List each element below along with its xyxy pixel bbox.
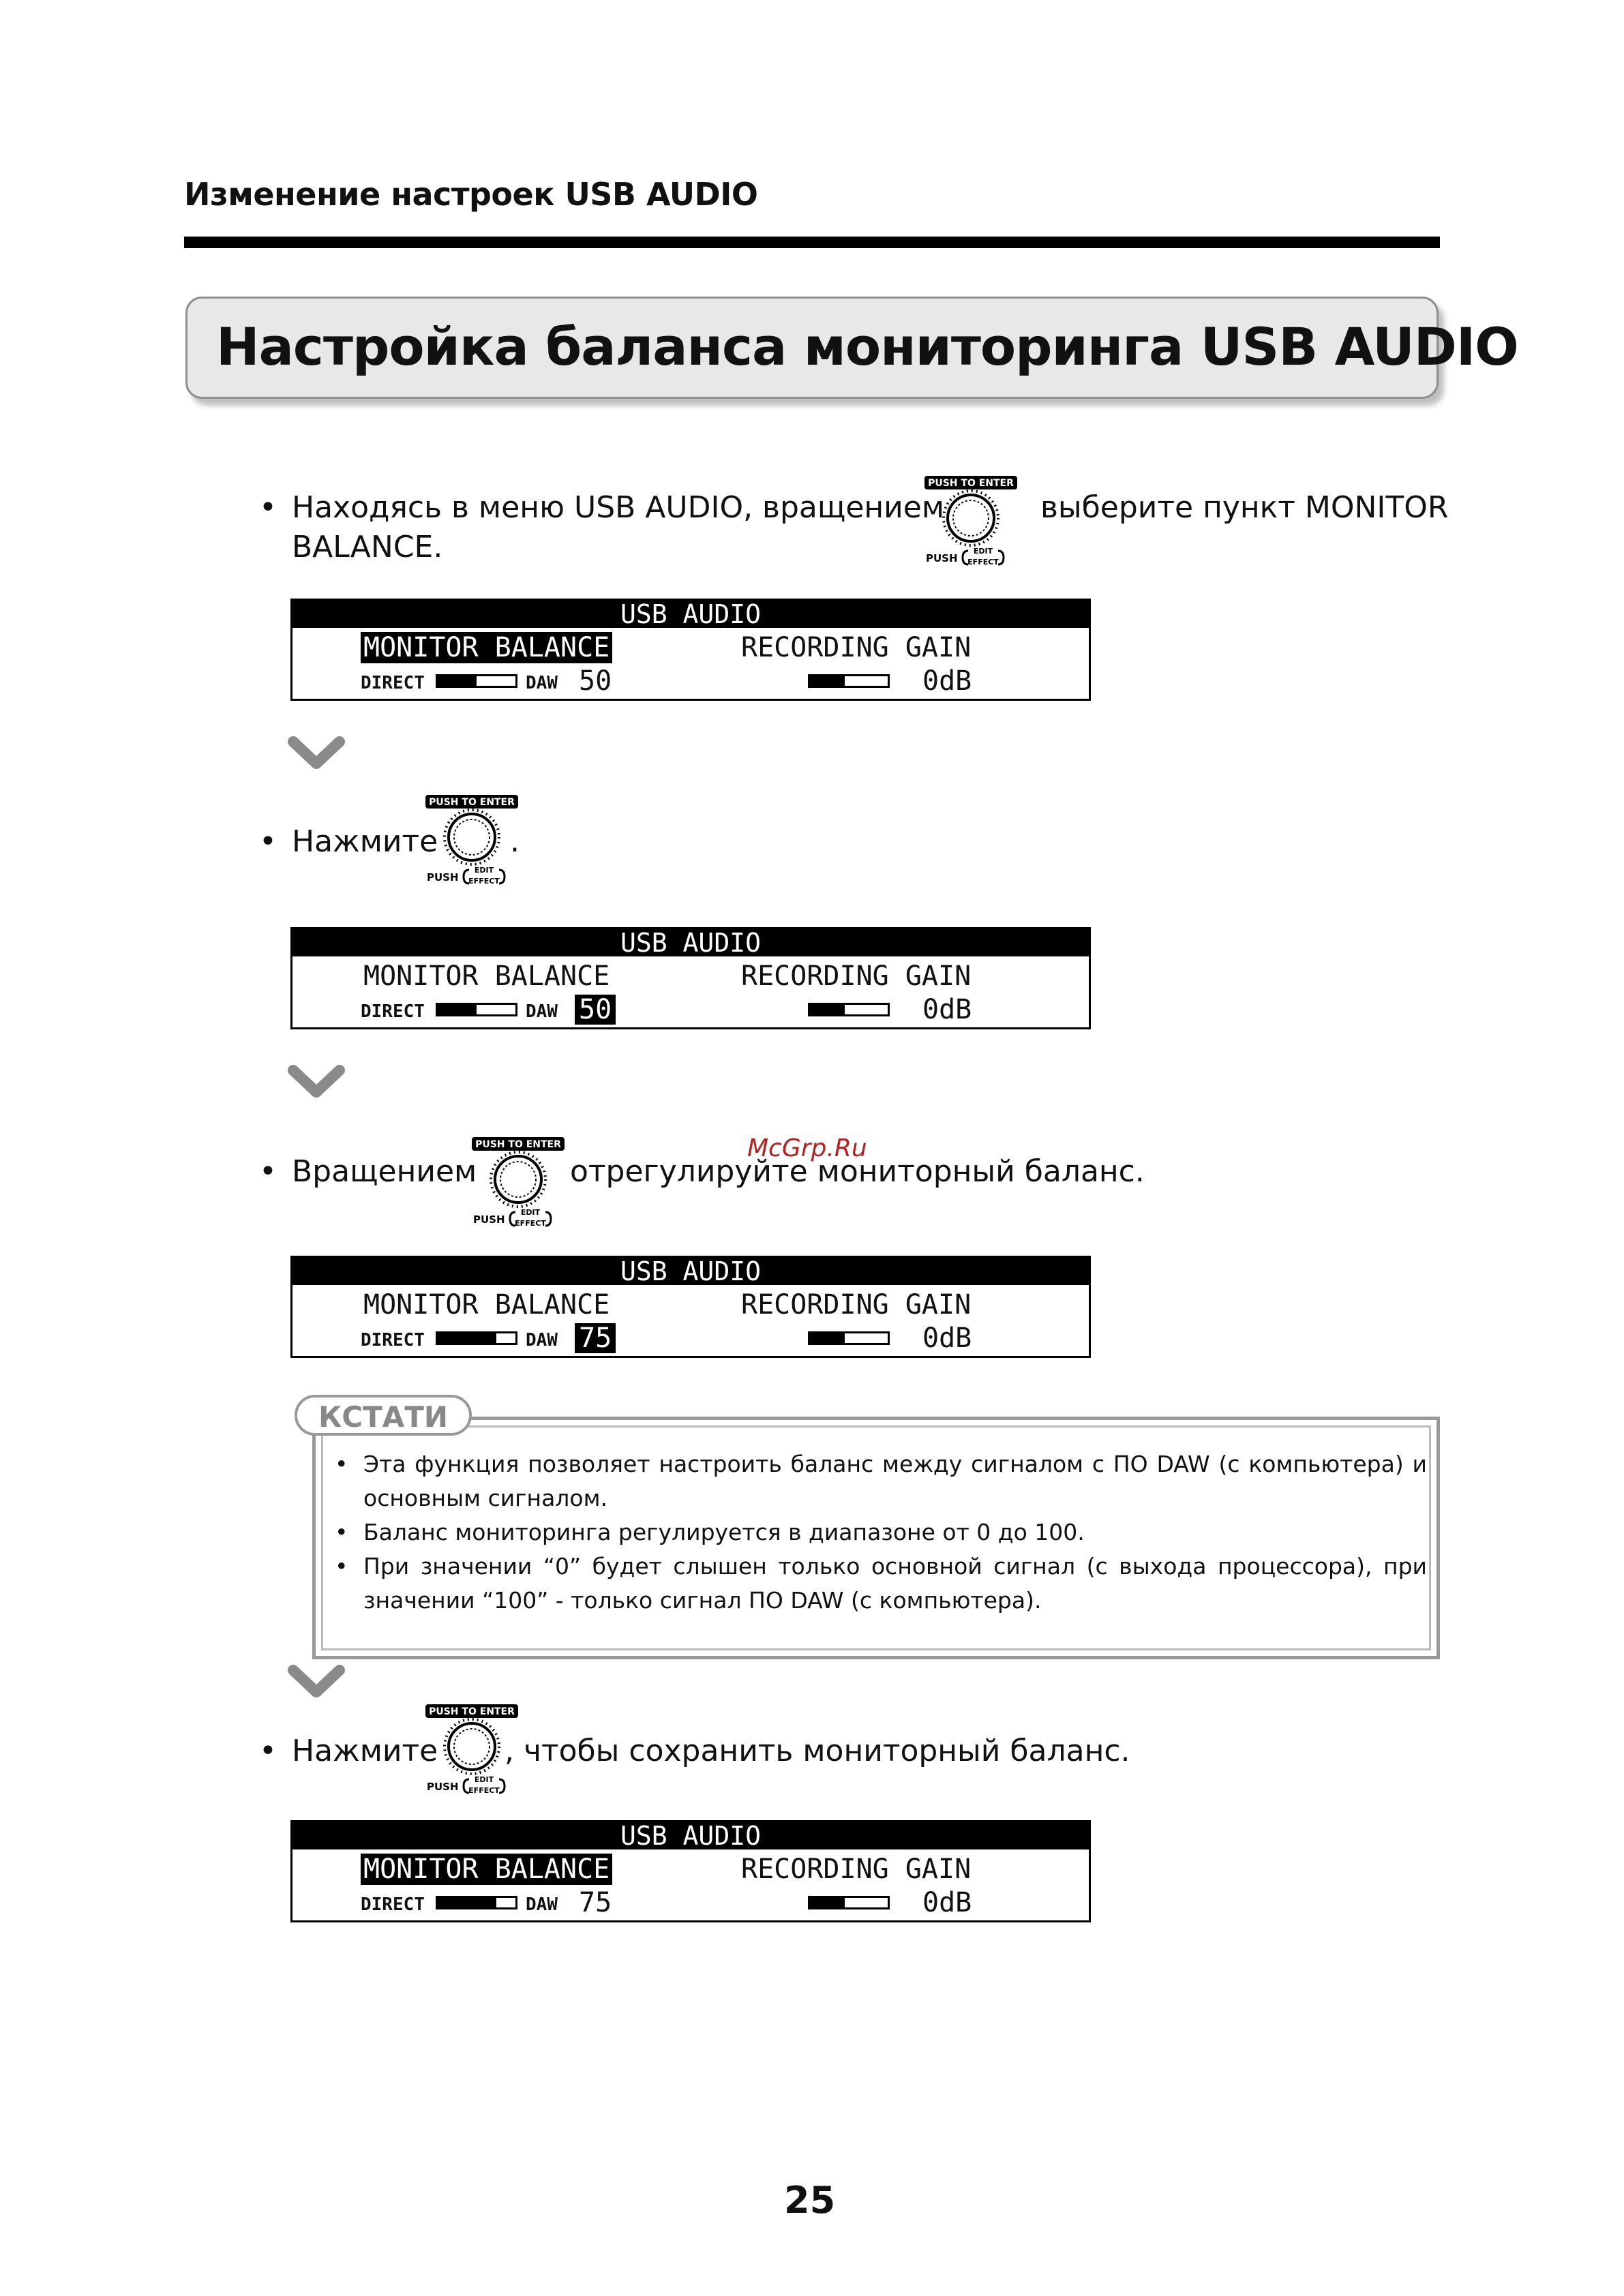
lcd-balance-value: 50 — [575, 995, 616, 1025]
step-2 — [259, 822, 941, 863]
step-1 — [259, 488, 1449, 577]
balance-meter-fill — [438, 676, 477, 686]
lcd-label-direct: DIRECT — [361, 1001, 425, 1022]
tip-label: КСТАТИ — [295, 1395, 472, 1436]
lcd-item-recording-gain: RECORDING GAIN — [741, 632, 972, 663]
chevron-down-icon — [288, 736, 345, 770]
lcd-title: USB AUDIO — [292, 1258, 1089, 1285]
svg-text:EFFECT: EFFECT — [967, 558, 999, 567]
lcd-balance-value: 75 — [575, 1323, 616, 1353]
gain-meter-fill — [810, 1898, 845, 1907]
tip-item: • Баланс мониторинга регулируется в диапазоне от 0 до 100. — [335, 1519, 1085, 1545]
gain-meter — [808, 1003, 890, 1016]
value-knob-icon — [424, 1703, 520, 1801]
svg-text:EFFECT: EFFECT — [468, 877, 500, 886]
bullet-dot: • — [259, 1734, 277, 1768]
page-title: Настройка баланса мониторинга USB AUDIO — [216, 316, 1518, 377]
lcd-item-recording-gain: RECORDING GAIN — [741, 1289, 972, 1320]
watermark: McGrp.Ru — [747, 1134, 867, 1162]
svg-text:EFFECT: EFFECT — [468, 1786, 500, 1795]
lcd-label-daw: DAW — [526, 673, 558, 693]
lcd-label-daw: DAW — [526, 1894, 558, 1915]
svg-text:PUSH TO ENTER: PUSH TO ENTER — [928, 478, 1014, 489]
step-3-text-a: Вращением — [292, 1154, 477, 1189]
lcd-balance-value: 50 — [579, 665, 612, 697]
gain-meter-fill — [810, 1005, 845, 1014]
svg-text:PUSH: PUSH — [427, 871, 459, 883]
page-number: 25 — [784, 2179, 836, 2222]
svg-text:EDIT: EDIT — [973, 547, 993, 556]
lcd-item-recording-gain: RECORDING GAIN — [741, 1854, 972, 1885]
lcd-screen-2 — [290, 927, 1091, 1029]
value-knob-icon — [923, 474, 1019, 573]
value-knob-icon — [470, 1136, 566, 1234]
lcd-gain-value: 0dB — [922, 665, 972, 697]
svg-text:PUSH TO ENTER: PUSH TO ENTER — [475, 1139, 561, 1150]
step-2-text-a: Нажмите — [292, 824, 438, 859]
svg-text:EDIT: EDIT — [520, 1208, 541, 1217]
bullet-dot: • — [259, 1154, 277, 1189]
section-header: Изменение настроек USB AUDIO — [184, 176, 758, 213]
lcd-label-direct: DIRECT — [361, 1894, 425, 1915]
lcd-title: USB AUDIO — [292, 1822, 1089, 1849]
value-knob-icon — [424, 794, 520, 892]
step-3-text-b: отрегулируйте мониторный баланс. — [570, 1154, 1145, 1189]
lcd-label-daw: DAW — [526, 1330, 558, 1350]
step-4 — [259, 1732, 1350, 1772]
step-1-text-c: BALANCE. — [292, 530, 443, 564]
lcd-item-recording-gain: RECORDING GAIN — [741, 961, 972, 992]
step-2-text-b: . — [510, 824, 520, 859]
lcd-screen-4 — [290, 1820, 1091, 1922]
gain-meter — [808, 1331, 890, 1345]
svg-text:PUSH TO ENTER: PUSH TO ENTER — [429, 797, 515, 808]
svg-text:EFFECT: EFFECT — [515, 1219, 546, 1228]
tip-item: • При значении “0” будет слышен только основной сигнал (с выхода процессора), при значении “100” - только сигнал ПО DAW (с компьютера). — [335, 1553, 1427, 1614]
step-4-text-b: , чтобы сохранить мониторный баланс. — [505, 1734, 1130, 1768]
balance-meter-fill — [438, 1005, 477, 1014]
svg-text:PUSH: PUSH — [427, 1781, 459, 1793]
svg-text:PUSH TO ENTER: PUSH TO ENTER — [429, 1706, 515, 1717]
lcd-title: USB AUDIO — [292, 601, 1089, 628]
step-1-text-b: выберите пункт MONITOR — [1040, 490, 1449, 525]
lcd-item-monitor-balance: MONITOR BALANCE — [361, 632, 612, 663]
svg-text:EDIT: EDIT — [474, 866, 494, 875]
svg-text:PUSH: PUSH — [926, 552, 958, 564]
tip-item: • Эта функция позволяет настроить баланс между сигналом с ПО DAW (с компьютера) и основным сигналом. — [335, 1451, 1427, 1511]
gain-meter — [808, 1896, 890, 1909]
gain-meter-fill — [810, 1333, 845, 1343]
lcd-item-monitor-balance: MONITOR BALANCE — [363, 961, 610, 992]
svg-text:PUSH: PUSH — [473, 1213, 505, 1226]
bullet-dot: • — [259, 824, 277, 859]
lcd-balance-value: 75 — [579, 1887, 612, 1918]
balance-meter — [436, 1331, 517, 1345]
svg-text:EDIT: EDIT — [474, 1775, 494, 1784]
step-1-text-a: Находясь в меню USB AUDIO, вращением — [292, 490, 945, 525]
lcd-label-direct: DIRECT — [361, 673, 425, 693]
balance-meter — [436, 1896, 517, 1909]
gain-meter — [808, 674, 890, 688]
lcd-gain-value: 0dB — [922, 1323, 972, 1354]
lcd-gain-value: 0dB — [922, 994, 972, 1025]
lcd-screen-3 — [290, 1256, 1091, 1358]
lcd-label-direct: DIRECT — [361, 1330, 425, 1350]
chevron-down-icon — [288, 1065, 345, 1099]
lcd-item-monitor-balance: MONITOR BALANCE — [361, 1854, 612, 1885]
balance-meter — [436, 1003, 517, 1016]
gain-meter-fill — [810, 676, 845, 686]
balance-meter-fill — [438, 1898, 496, 1907]
lcd-title: USB AUDIO — [292, 929, 1089, 956]
step-4-text-a: Нажмите — [292, 1734, 438, 1768]
lcd-screen-1 — [290, 599, 1091, 701]
title-box — [185, 297, 1518, 399]
tip-box — [312, 1417, 1440, 1659]
balance-meter — [436, 674, 517, 688]
balance-meter-fill — [438, 1333, 496, 1343]
header-rule — [184, 237, 1440, 248]
lcd-label-daw: DAW — [526, 1001, 558, 1022]
lcd-gain-value: 0dB — [922, 1887, 972, 1918]
bullet-dot: • — [259, 490, 277, 525]
chevron-down-icon — [288, 1665, 345, 1699]
lcd-item-monitor-balance: MONITOR BALANCE — [363, 1289, 610, 1320]
